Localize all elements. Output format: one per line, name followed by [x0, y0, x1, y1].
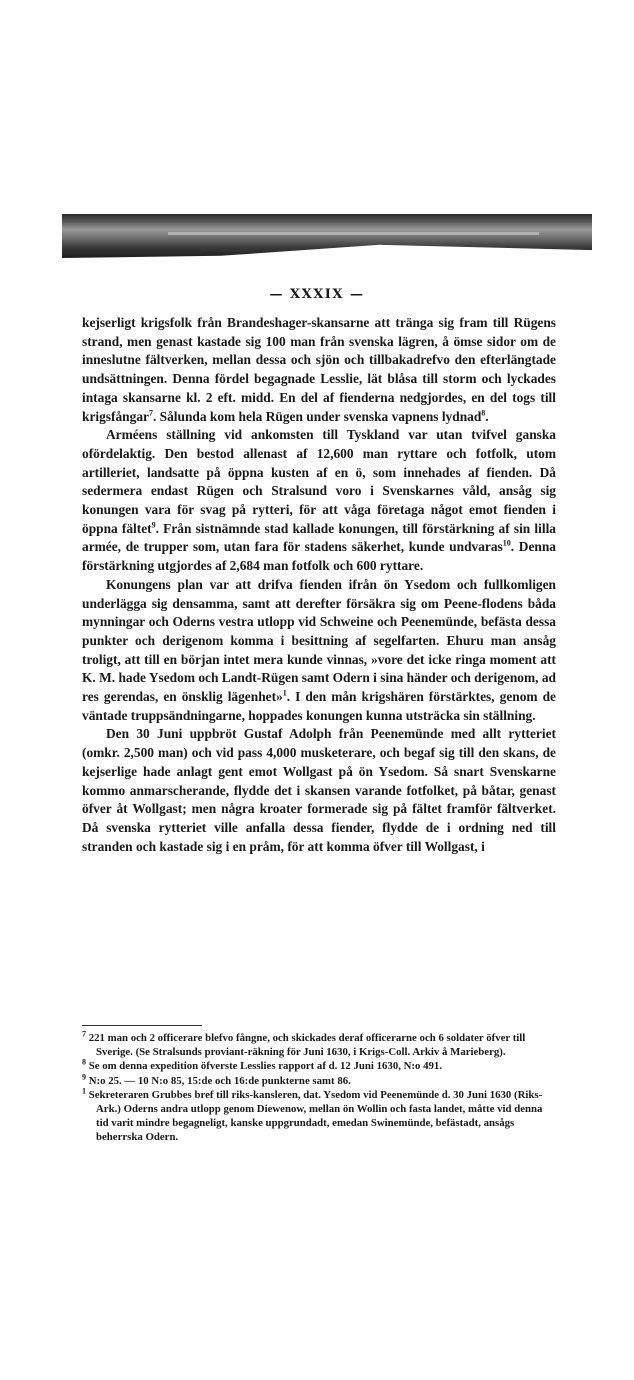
footnotes	[82, 1031, 556, 1145]
page-number: — XXXIX —	[269, 287, 365, 302]
scan-streak	[168, 232, 539, 235]
footnote: $^9$ N:o 25. — 10 N:o 85, 15:de och 16:de punkterne samt 86.	[82, 1072, 351, 1087]
paragraph-4: Den 30 Juni uppbröt Gustaf Adolph från Peenemünde med allt rytteriet (omkr. 2,500 man) och vid pass 4,000 musketerare, och begaf sig till den skans, de kejserlige hade anlagt gent emot Wollgast på ön Ysedom. Så snart Svenskarne kommo anmarscherande, flydde det i skansen varande fotfolket, på båtar, genast öfver åt Wollgast; men några kroater formerade sig på fältet framför fältverket. Då svenska rytteriet ville anfalla dessa fiender, flydde de i ordning ned till stranden och kastade sig i en pråm, för att komma öfver till Wollgast, i	[82, 726, 556, 854]
scan-artifact-band	[62, 214, 592, 258]
footnote: $^1$ Sekreteraren Grubbes bref till riks-kansleren, dat. Ysedom vid Peenemünde d. 30 Juni 1630 (Riks-Ark.) Oderns andra utlopp genom Diewenow, mellan ön Wollin och fasta landet, måtte vid denna tid varit mindre begagneligt, kanske uppgrundadt, emedan Swinemünde, befästadt, ansågs beherrska Odern.	[82, 1086, 543, 1144]
paragraph-3: Konungens plan var att drifva fienden ifrån ön Ysedom och fullkomligen underlägga sig densamma, samt att derefter försäkra sig om Peene-flodens båda mynningar och Oderns vestra utlopp vid Schweine och Peenemünde, befästa dessa punkter och derigenom komma i besittning af segelfarten. Ehuru man ansåg troligt, att till en början intet mera kunde vinnas, »vore det icke ringa moment att K. M. hade Ysedom och Landt-Rügen samt Odern i sina händer och derigenom, ad res gerendas, en önsklig lägenhet»$^1$. I den mån krigshären förstärktes, genom de väntade truppsändningarne, hoppades konungen kunna utsträcka sin ställning.	[82, 576, 556, 723]
footnote: $^8$ Se om denna expedition öfverste Lesslies rapport af d. 12 Juni 1630, N:o 491.	[82, 1057, 443, 1073]
footnote: $^7$ 221 man och 2 officerare blefvo fångne, och skickades deraf officerarne och 6 soldater öfver till Sverige. (Se Stralsunds proviant-räkning för Juni 1630, i Krigs-Coll. Arkiv å Marieberg).	[82, 1029, 526, 1059]
paragraph-2: Arméens ställning vid ankomsten till Tyskland var utan tvifvel ganska ofördelaktig. Den bestod allenast af 12,600 man ryttare och fotfolk, utom artilleriet, landsatte på öppna kusten af en ö, som innehades af fienden. Då sedermera endast Rügen och Stralsund voro i Svenskarnes våld, ansåg sig konungen vara för svag på rytteri, för att våga företaga något emot fienden i öppna fältet$^9$. Från sistnämnde stad kallade konungen, till förstärkning af sin lilla armée, de trupper som, utan fara för stadens säkerhet, kunde undvaras$^{10}$. Denna förstärkning utgjordes af 2,684 man fotfolk och 600 ryttare.	[82, 427, 557, 574]
body-text	[82, 314, 556, 856]
footnote-divider	[82, 1025, 202, 1026]
paragraph-1: kejserligt krigsfolk från Brandeshager-skansarne att tränga sig fram till Rügens strand, men genast kastade sig 100 man från svenska lägren, å ömse sidor om de inneslutne fältverken, mellan dessa och sjön och tillbakadrefvo den efterlängtade undsättningen. Denna fördel begagnade Lesslie, lät blåsa till storm och lyckades intaga skansarne kl. 2 eft. midd. En del af fienderna nedgjordes, en del togs till krigsfångar$^7$. Sålunda kom hela Rügen under svenska vapnens lydnad$^8$.	[82, 315, 556, 424]
